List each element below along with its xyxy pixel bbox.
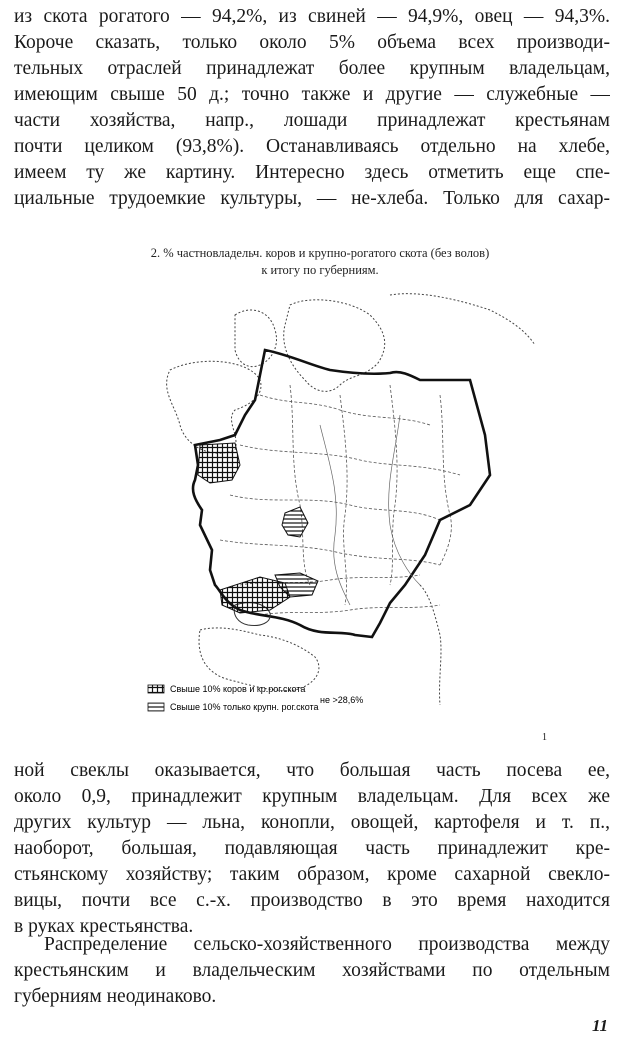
- paragraph-top: [14, 4, 610, 212]
- text-line: ной свеклы оказывается, что большая часть посева ее,: [14, 760, 610, 781]
- coastline-north: [284, 300, 385, 392]
- text-line: тельных отраслей принадлежат более крупным владельцам,: [14, 58, 610, 79]
- caspian-coast: [420, 585, 441, 705]
- text-line: наоборот, большая, подавляющая часть принадлежит кре-: [14, 838, 610, 859]
- map-caption-subtitle: к итогу по губерниям.: [261, 263, 379, 277]
- page-number: 11: [591, 1016, 608, 1035]
- text-line: имеем ту же картину. Интересно здесь отметить еще спе-: [14, 162, 610, 183]
- coastline-northeast: [390, 294, 535, 345]
- map-legend: [148, 684, 363, 712]
- text-line: стьянскому хозяйству; таким образом, кроме сахарной свекло-: [14, 864, 610, 885]
- region-horizontal-central: [282, 507, 308, 537]
- text-line: части хозяйства, напр., лошади принадлежат крестьянам: [14, 110, 610, 131]
- text-line: циальные трудоемкие культуры, — не-хлеба. Только для сахар-: [14, 188, 610, 209]
- text-line: почти целиком (93,8%). Останавливаясь отдельно на хлебе,: [14, 136, 610, 157]
- text-line: из скота рогатого — 94,2%, из свиней — 94,9%, овец — 94,3%.: [14, 6, 610, 27]
- map-figure: [140, 285, 540, 730]
- black-sea-coast: [199, 628, 319, 691]
- paragraph-bottom: [14, 932, 610, 1010]
- text-line: губерниям неодинаково.: [14, 986, 217, 1007]
- coastline-finland: [235, 310, 277, 367]
- text-line: крестьянским и владельческим хозяйствами по отдельным: [14, 960, 610, 981]
- map-caption-title: 2. % частновладельч. коров и крупно-рогатого скота (без волов): [150, 246, 490, 260]
- legend-note: не >28,6%: [320, 695, 364, 705]
- text-line: имеющим свыше 50 д.; точно также и другие — служебные —: [14, 84, 610, 105]
- text-line: около 0,9, принадлежит крупным владельцам. Для всех же: [14, 786, 610, 807]
- paragraph-middle: [14, 758, 610, 940]
- legend-swatch-crosshatch: [148, 685, 164, 693]
- coastline-baltic: [167, 361, 261, 453]
- text-line: вицы, почти все с.-х. производство в это время находится: [14, 890, 610, 911]
- legend-label-horizontal: Свыше 10% только крупн. рог.скота: [170, 702, 319, 712]
- text-line: Короче сказать, только около 5% объема всех производи-: [14, 32, 610, 53]
- legend-swatch-horizontal: [148, 703, 164, 711]
- map-mark: 1: [542, 732, 547, 743]
- text-line: Распределение сельско-хозяйственного производства между: [44, 934, 610, 955]
- legend-label-crosshatch: Свыше 10% коров и кр.рог.скота: [170, 684, 306, 694]
- region-crosshatch-west: [198, 443, 240, 483]
- text-line: в руках крестьянства.: [14, 916, 194, 937]
- text-line: других культур — льна, конопли, овощей, картофеля и т. п.,: [14, 812, 610, 833]
